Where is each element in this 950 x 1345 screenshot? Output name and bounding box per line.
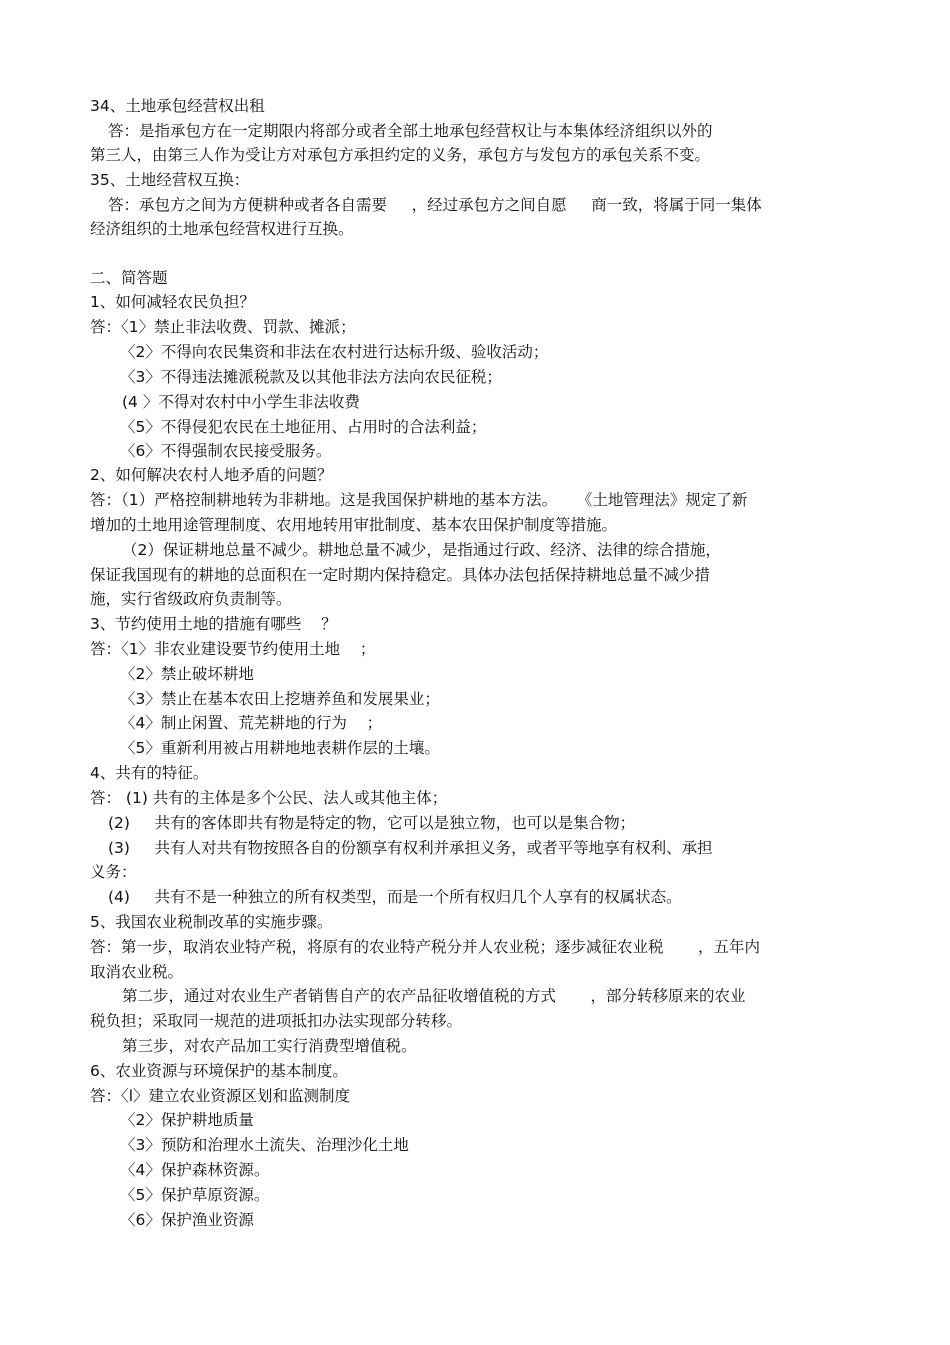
q1-answer-item-3: 〈3〉不得违法摊派税款及以其他非法方法向农民征税；	[120, 368, 502, 386]
q6-answer-item-3: 〈3〉预防和治理水土流失、治理沙化土地	[120, 1136, 409, 1154]
term-35-answer-line-1: 答：承包方之间为方便耕种或者各自需要 ，经过承包方之间自愿 商一致，将属于同一集体	[108, 196, 762, 214]
question-2: 2、如何解决农村人地矛盾的问题？	[90, 466, 333, 484]
q4-answer-item-4: (4) 共有不是一种独立的所有权类型，而是一个所有权归几个人享有的权属状态。	[108, 888, 682, 906]
q1-answer-item-4: (4 〉不得对农村中小学生非法收费	[122, 393, 360, 411]
q6-answer-item-1: 答：〈l〉建立农业资源区划和监测制度	[90, 1087, 351, 1105]
question-3: 3、节约使用土地的措施有哪些 ？	[90, 615, 337, 633]
q3-answer-item-5: 〈5〉重新利用被占用耕地地表耕作层的土壤。	[120, 739, 440, 757]
section-heading: 二、简答题	[90, 269, 168, 287]
q2-answer-line-3: （2）保证耕地总量不减少。耕地总量不减少，是指通过行政、经济、法律的综合措施，	[122, 541, 721, 559]
q2-answer-line-2: 增加的土地用途管理制度、农用地转用审批制度、基本农田保护制度等措施。	[90, 516, 618, 534]
q3-answer-item-1: 答：〈1〉非农业建设要节约使用土地 ；	[90, 640, 376, 658]
q4-answer-item-3: (3) 共有人对共有物按照各自的份额享有权利并承担义务，或者平等地享有权利、承担	[108, 839, 713, 857]
q2-answer-line-1: 答：（1）严格控制耕地转为非耕地。这是我国保护耕地的基本方法。 《土地管理法》规定了新	[90, 491, 748, 509]
q1-answer-item-5: 〈5〉不得侵犯农民在土地征用、占用时的合法利益；	[120, 418, 487, 436]
term-34-answer-line-1: 答：是指承包方在一定期限内将部分或者全部土地承包经营权让与本集体经济组织以外的	[108, 122, 713, 140]
term-35-heading: 35、土地经营权互换：	[90, 171, 250, 189]
term-34-answer-line-2: 第三人，由第三人作为受让方对承包方承担约定的义务，承包方与发包方的承包关系不变。	[90, 146, 711, 164]
q6-answer-item-6: 〈6〉保护渔业资源	[120, 1211, 254, 1229]
q4-answer-item-2: (2) 共有的客体即共有物是特定的物，它可以是独立物，也可以是集合物；	[108, 814, 636, 832]
q1-answer-item-1: 答：〈1〉禁止非法收费、罚款、摊派；	[90, 318, 356, 336]
term-35-answer-line-2: 经济组织的土地承包经营权进行互换。	[90, 220, 354, 238]
term-34-heading: 34、土地承包经营权出租	[90, 97, 265, 115]
q6-answer-item-2: 〈2〉保护耕地质量	[120, 1111, 254, 1129]
q6-answer-item-5: 〈5〉保护草原资源。	[120, 1186, 270, 1204]
question-6: 6、农业资源与环境保护的基本制度。	[90, 1062, 348, 1080]
q3-answer-item-2: 〈2〉禁止破坏耕地	[120, 665, 254, 683]
q4-answer-item-1: 答： (1) 共有的主体是多个公民、法人或其他主体；	[90, 789, 448, 807]
q5-answer-line-2: 取消农业税。	[90, 963, 184, 981]
q5-answer-line-4: 税负担；采取同一规范的进项抵扣办法实现部分转移。	[90, 1012, 463, 1030]
question-5: 5、我国农业税制改革的实施步骤。	[90, 913, 333, 931]
q5-answer-line-1: 答：第一步，取消农业特产税，将原有的农业特产税分并人农业税；逐步减征农业税 ，五年内	[90, 938, 760, 956]
question-4: 4、共有的特征。	[90, 764, 209, 782]
q1-answer-item-6: 〈6〉不得强制农民接受服务。	[120, 442, 332, 460]
q2-answer-line-5: 施，实行省级政府负责制等。	[90, 590, 292, 608]
q6-answer-item-4: 〈4〉保护森林资源。	[120, 1161, 270, 1179]
q5-answer-line-5: 第三步，对农产品加工实行消费型增值税。	[122, 1037, 417, 1055]
question-1: 1、如何减轻农民负担？	[90, 293, 255, 311]
q1-answer-item-2: 〈2〉不得向农民集资和非法在农村进行达标升级、验收活动；	[120, 343, 549, 361]
q5-answer-line-3: 第二步，通过对农业生产者销售自产的农产品征收增值税的方式 ，部分转移原来的农业	[122, 987, 746, 1005]
q3-answer-item-4: 〈4〉制止闲置、荒芜耕地的行为 ；	[120, 714, 383, 732]
q2-answer-line-4: 保证我国现有的耕地的总面积在一定时期内保持稳定。具体办法包括保持耕地总量不减少措	[90, 566, 711, 584]
q4-answer-item-3-cont: 义务：	[90, 863, 137, 881]
q3-answer-item-3: 〈3〉禁止在基本农田上挖塘养鱼和发展果业；	[120, 690, 440, 708]
